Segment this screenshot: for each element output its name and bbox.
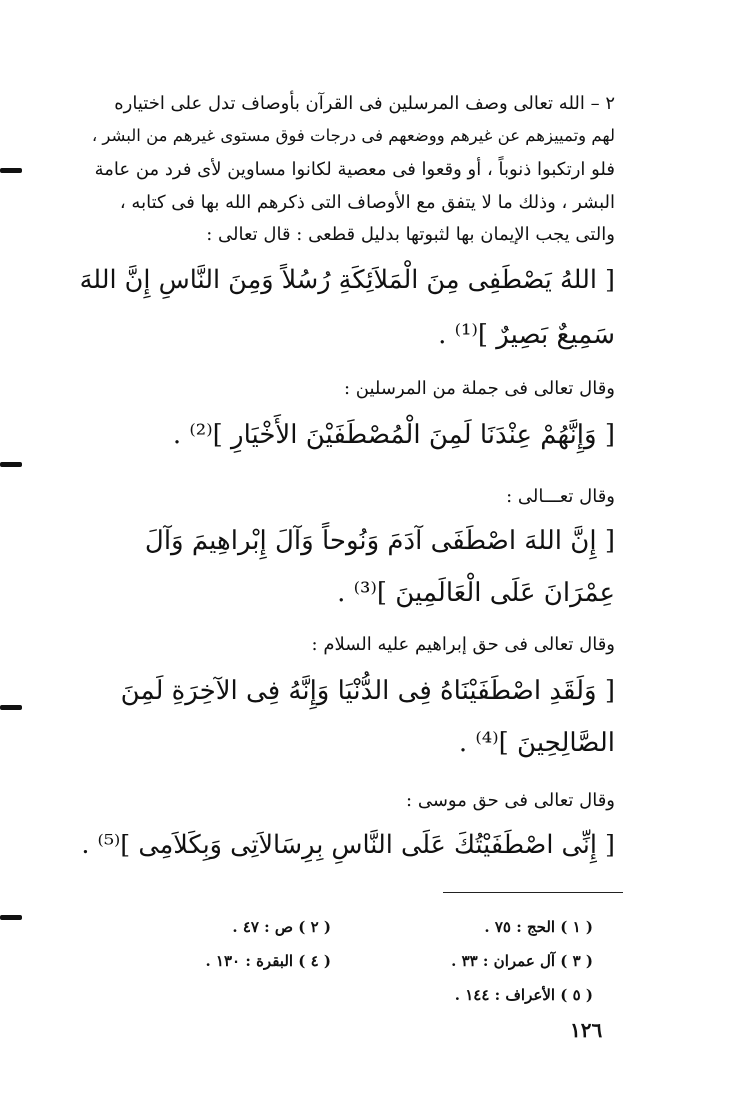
footnote: ( ٥ ) الأعراف : ١٤٤ . bbox=[454, 986, 593, 1004]
quran-verse-line: [ اللهُ يَصْطَفِى مِنَ الْمَلاَئِكَةِ رُسُلاً وَمِنَ النَّاسِ إِنَّ اللهَ bbox=[79, 265, 615, 295]
quran-verse-line: الصَّالِحِينَ ]⁽⁴⁾ . bbox=[458, 728, 615, 758]
page-number: ١٢٦ bbox=[570, 1018, 603, 1042]
verse-intro: وقال تعالى فى جملة من المرسلين : bbox=[343, 378, 615, 399]
paragraph-line: البشر ، وذلك ما لا يتفق مع الأوصاف التى ذكرهم الله بها فى كتابه ، bbox=[119, 192, 615, 213]
margin-mark bbox=[0, 915, 22, 920]
footnote: ( ١ ) الحج : ٧٥ . bbox=[484, 918, 593, 936]
quran-verse-line: سَمِيعٌ بَصِيرٌ ]⁽¹⁾ . bbox=[438, 320, 615, 350]
margin-mark bbox=[0, 705, 22, 710]
quran-verse-line: [ وَإِنَّهُمْ عِنْدَنَا لَمِنَ الْمُصْطَفَيْنَ الأَخْيَارِ ]⁽²⁾ . bbox=[172, 420, 615, 450]
verse-intro: وقال تعالى فى حق إبراهيم عليه السلام : bbox=[311, 634, 615, 655]
footnote-separator bbox=[443, 892, 623, 893]
quran-verse-line: [ إِنِّى اصْطَفَيْتُكَ عَلَى النَّاسِ بِرِسَالاَتِى وَبِكَلاَمِى ]⁽⁵⁾ . bbox=[81, 830, 615, 860]
margin-mark bbox=[0, 168, 22, 173]
footnote: ( ٢ ) ص : ٤٧ . bbox=[232, 918, 331, 936]
quran-verse-line: عِمْرَانَ عَلَى الْعَالَمِينَ ]⁽³⁾ . bbox=[337, 578, 615, 608]
paragraph-line: ٢ – الله تعالى وصف المرسلين فى القرآن بأوصاف تدل على اختياره bbox=[114, 93, 615, 114]
paragraph-line: لهم وتمييزهم عن غيرهم ووضعهم فى درجات فوق مستوى غيرهم من البشر ، bbox=[91, 126, 615, 145]
verse-intro: وقال تعـــالى : bbox=[506, 486, 615, 507]
footnote: ( ٣ ) آل عمران : ٣٣ . bbox=[451, 952, 593, 970]
footnote: ( ٤ ) البقرة : ١٣٠ . bbox=[205, 952, 331, 970]
paragraph-line: فلو ارتكبوا ذنوباً ، أو وقعوا فى معصية لكانوا مساوين لأى فرد من عامة bbox=[94, 159, 615, 180]
verse-intro: وقال تعالى فى حق موسى : bbox=[406, 790, 615, 811]
quran-verse-line: [ إِنَّ اللهَ اصْطَفَى آدَمَ وَنُوحاً وَآلَ إِبْراهِيمَ وَآلَ bbox=[144, 526, 615, 556]
quran-verse-line: [ وَلَقَدِ اصْطَفَيْنَاهُ فِى الدُّنْيَا وَإِنَّهُ فِى الآخِرَةِ لَمِنَ bbox=[120, 676, 615, 706]
margin-mark bbox=[0, 462, 22, 467]
paragraph-line: والتى يجب الإيمان بها لثبوتها بدليل قطعى : قال تعالى : bbox=[206, 224, 615, 245]
